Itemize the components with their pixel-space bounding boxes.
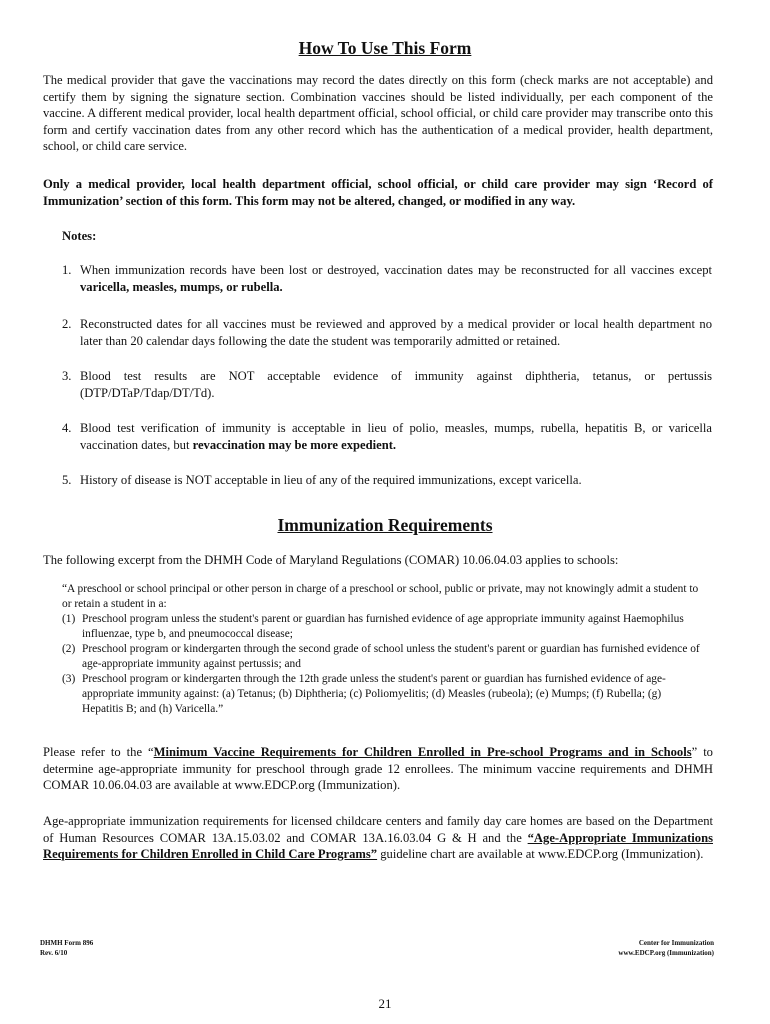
excerpt-item	[62, 642, 702, 672]
excerpt-text: Preschool program or kindergarten through the second grade of school unless the student's parent or guardian has furnished evidence of age-appropriate immunity against pertussis; and	[82, 643, 700, 670]
note-text: When immunization records have been lost or destroyed, vaccination dates may be reconstructed for all vaccines except	[80, 263, 712, 277]
form-revision: Rev. 6/10	[40, 949, 68, 957]
excerpt-number: (3)	[62, 673, 76, 685]
excerpt-number: (1)	[62, 613, 76, 625]
how-to-intro: The medical provider that gave the vaccinations may record the dates directly on this form (check marks are not acceptable) and certify them by signing the signature section. Combination vaccines should be listed individually, per each component of the vaccine. A different medical provider, local health department official, school official, or child care provider may transcribe onto this form and certify vaccination dates from any other record which has the authentication of a medical provider, health department, school, or child care service.	[43, 73, 713, 153]
note-item	[62, 472, 712, 489]
center-website: www.EDCP.org (Immunization)	[618, 949, 714, 957]
refer-paragraph	[43, 744, 713, 794]
note-text: Blood test verification of immunity is acceptable in lieu of polio, measles, mumps, rubella, hepatitis B, or varicella vaccination dates, but	[80, 421, 712, 452]
how-to-title: How To Use This Form	[298, 38, 472, 58]
comar-excerpt	[62, 582, 702, 717]
note-item	[62, 262, 712, 295]
minimum-requirements-link[interactable]: Minimum Vaccine Requirements for Children Enrolled in Pre-school Programs and in Schools	[153, 745, 692, 759]
center-name: Center for Immunization	[638, 939, 714, 947]
refer-text-post: ” to determine age-appropriate immunity for preschool through grade 12 enrollees. The minimum vaccine requirements and DHMH COMAR 10.06.04.03 are available at www.EDCP.org (Immunization).	[43, 745, 713, 792]
requirements-title: Immunization Requirements	[277, 515, 493, 535]
note-number: 4.	[62, 421, 72, 435]
note-number: 2.	[62, 317, 72, 331]
note-emphasis: revaccination may be more expedient.	[192, 437, 397, 452]
childcare-text-pre: Age-appropriate immunization requirements for licensed childcare centers and family day care homes are based on the Department of Human Resources COMAR 13A.15.03.02 and COMAR 13A.16.03.04 G & H and the	[43, 814, 713, 845]
form-id-footer	[40, 938, 93, 958]
requirements-intro: The following excerpt from the DHMH Code of Maryland Regulations (COMAR) 10.06.04.03 applies to schools:	[43, 553, 619, 567]
note-number: 1.	[62, 263, 72, 277]
excerpt-lead: “A preschool or school principal or other person in charge of a preschool or school, public or private, may not knowingly admit a student to or retain a student in a:	[62, 583, 699, 610]
excerpt-item	[62, 672, 702, 717]
note-text: Blood test results are NOT acceptable evidence of immunity against diphtheria, tetanus, or pertussis (DTP/DTaP/Tdap/DT/Td).	[80, 369, 712, 400]
signature-warning: Only a medical provider, local health department official, school official, or child care provider may sign ‘Record of Immunization’ section of this form. This form may not be altered, changed, or modified in any way.	[43, 177, 713, 208]
childcare-paragraph	[43, 813, 713, 863]
note-number: 5.	[62, 473, 72, 487]
excerpt-text: Preschool program unless the student's parent or guardian has furnished evidence of age appropriate immunity against Haemophilus influenzae, type b, and pneumococcal disease;	[82, 613, 684, 640]
center-footer	[618, 938, 714, 958]
note-text: Reconstructed dates for all vaccines must be reviewed and approved by a medical provider or local health department no later than 20 calendar days following the date the student was temporarily admitted or retained.	[80, 317, 712, 348]
note-item	[62, 368, 712, 401]
note-text: History of disease is NOT acceptable in lieu of any of the required immunizations, except varicella.	[80, 473, 582, 487]
excerpt-number: (2)	[62, 643, 76, 655]
page-number: 21	[378, 996, 392, 1011]
note-item	[62, 316, 712, 349]
childcare-requirements-link[interactable]: “Age-Appropriate Immunizations Requirements for Children Enrolled in Child Care Programs”	[43, 830, 713, 861]
excerpt-item	[62, 612, 702, 642]
note-emphasis: varicella, measles, mumps, or rubella.	[80, 279, 283, 294]
notes-label: Notes:	[62, 229, 97, 243]
form-number: DHMH Form 896	[40, 939, 94, 947]
note-number: 3.	[62, 369, 72, 383]
refer-text-pre: Please refer to the “	[43, 745, 154, 759]
childcare-text-post: guideline chart are available at www.EDCP.org (Immunization).	[377, 847, 704, 861]
excerpt-text: Preschool program or kindergarten through the 12th grade unless the student's parent or guardian has furnished evidence of age-appropriate immunity against: (a) Tetanus; (b) Diphtheria; (c) Poliomyelitis; (d) Measles (rubeola); (e) Mumps; (f) Rubella; (g) Hepatitis B; and (h) Varicella.”	[82, 673, 666, 715]
note-item	[62, 420, 712, 453]
